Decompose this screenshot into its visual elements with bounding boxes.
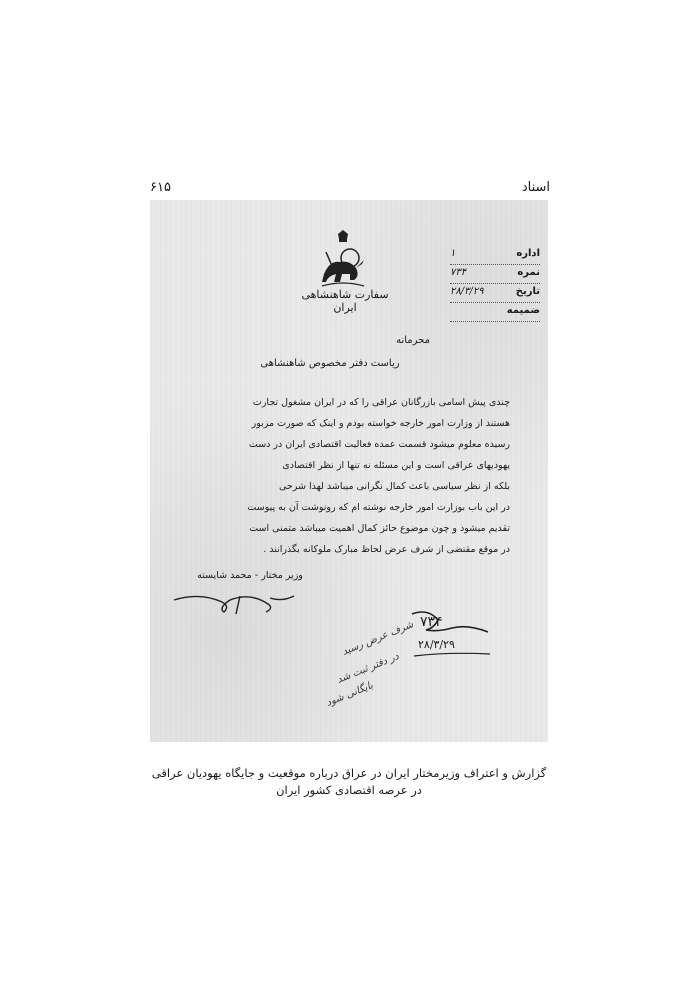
caption-line: گزارش و اعتراف وزیرمختار ایران در عراق درباره موقعیت و جایگاه یهودیان عراقی [151,766,547,780]
handwritten-notes [310,619,420,715]
body-line: یهودیهای عراقی است و این مسئله نه تنها از نظر اقتصادی [282,460,510,471]
body-line: در این باب بوزارت امور خارجه نوشته ام که رونوشت آن به پیوست [247,502,510,513]
scanned-letter [150,200,548,742]
classification-label: محرمانه [396,335,430,346]
body-line: هستند از وزارت امور خارجه خواسته بودم و اینک که صورت مزبور [251,418,510,429]
ref-office: اداره ۱ [450,248,540,265]
stamp-number: ۷۳۴ [420,614,443,630]
page-header [150,180,550,200]
handwritten-note: بایگانی شود [324,680,375,709]
ref-number: نمره ۷۳۴ [450,267,540,284]
body-line: در موقع مقتضی از شرف عرض لحاظ مبارک ملوکانه بگذرانند . [263,544,510,555]
signer-name: وزیر مختار - محمد شایسته [197,570,303,581]
signature-icon [170,588,300,618]
embassy-name: سفارت شاهنشاهی ایران [301,288,389,314]
handwritten-note: در دفتر ثبت شد [335,651,401,686]
letter-body [170,392,510,560]
section-title: اسناد [521,180,550,195]
figure-caption [150,765,548,799]
ref-date: تاریخ ۲۸/۳/۲۹ [450,286,540,303]
stamp-date: ۲۸/۳/۲۹ [418,638,455,651]
addressee: ریاست دفتر مخصوص شاهنشاهی [260,358,400,369]
caption-line: در عرصه اقتصادی کشور ایران [276,783,422,797]
handwritten-note: شرف عرض رسید [340,619,415,658]
reference-block [450,248,540,324]
body-line: رسیده معلوم میشود قسمت عمده فعالیت اقتصادی ایران در دست [248,439,510,450]
body-line: بلکه از نظر سیاسی باعث کمال نگرانی میباشد لهذا شرحی [278,481,510,492]
body-line: چندی پیش اسامی بازرگانان عراقی را که در ایران مشغول تجارت [252,397,510,408]
lion-and-sun-emblem-icon [320,230,366,290]
ref-attachment: ضمیمه [450,305,540,322]
page-number: ۶۱۵ [150,180,171,195]
body-line: تقدیم میشود و چون موضوع حائز کمال اهمیت میباشد متمنی است [249,523,510,534]
